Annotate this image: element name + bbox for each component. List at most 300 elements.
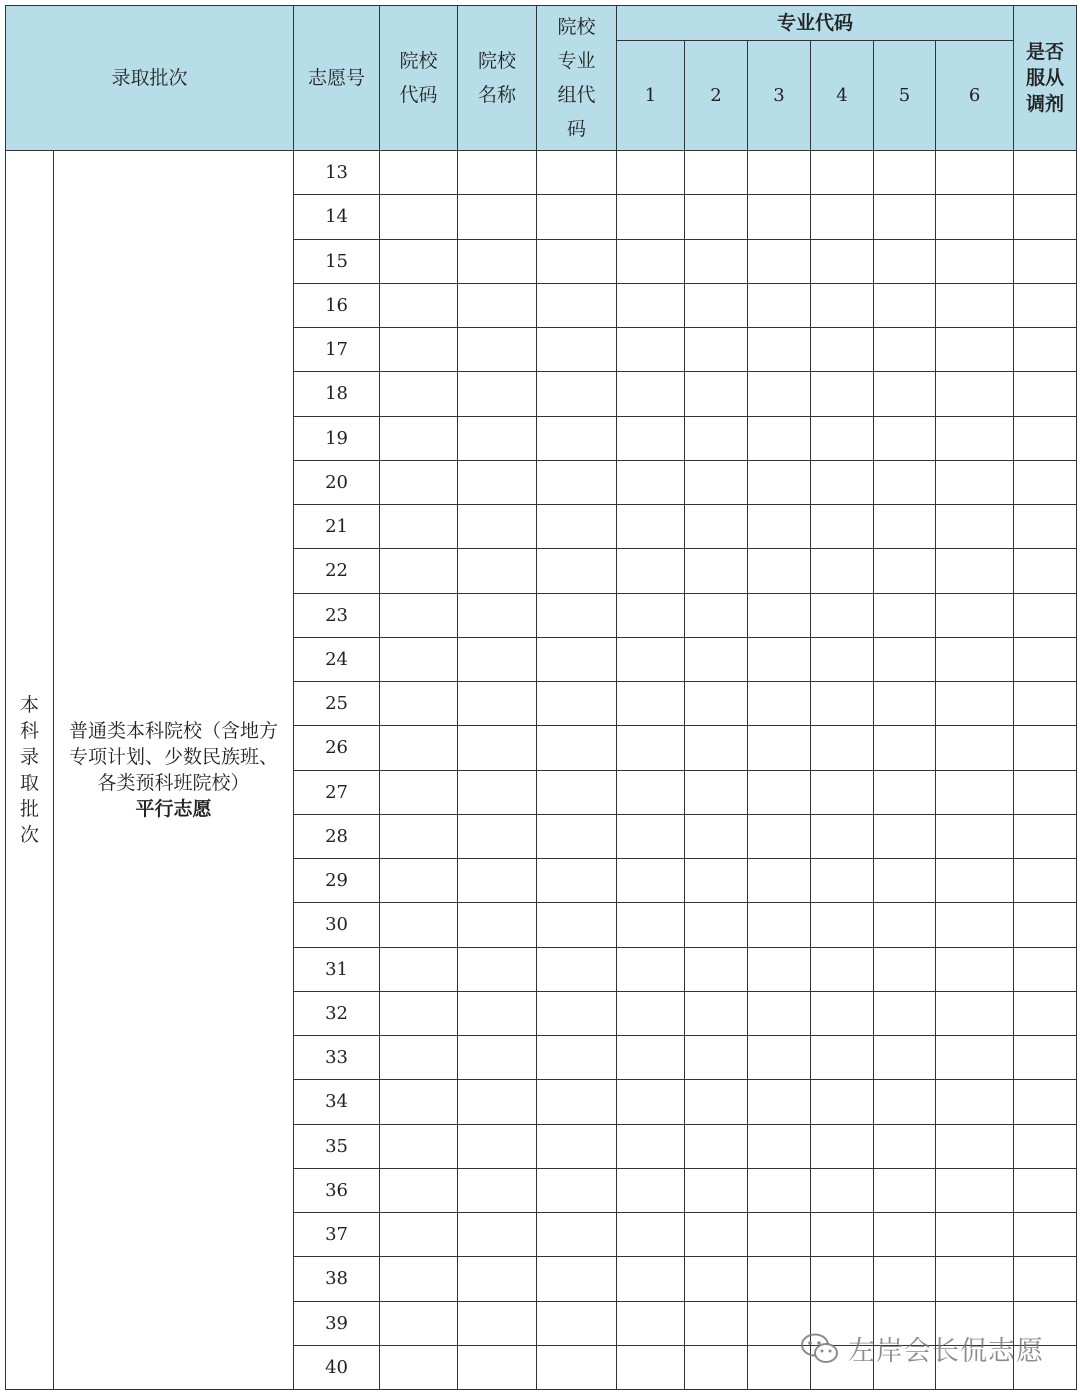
entry-cell[interactable] [874,549,936,593]
entry-cell[interactable] [811,1036,874,1080]
entry-cell[interactable] [1014,682,1077,726]
entry-cell[interactable] [537,1080,617,1124]
entry-cell[interactable] [936,416,1014,460]
entry-cell[interactable] [617,1301,685,1345]
entry-cell[interactable] [811,328,874,372]
entry-cell[interactable] [617,416,685,460]
entry-cell[interactable] [1014,505,1077,549]
entry-cell[interactable] [685,1345,748,1389]
entry-cell[interactable] [380,151,458,195]
entry-cell[interactable] [617,770,685,814]
entry-cell[interactable] [1014,1257,1077,1301]
entry-cell[interactable] [748,770,811,814]
entry-cell[interactable] [458,859,537,903]
entry-cell[interactable] [1014,637,1077,681]
entry-cell[interactable] [874,593,936,637]
entry-cell[interactable] [936,460,1014,504]
entry-cell[interactable] [748,1036,811,1080]
entry-cell[interactable] [537,1036,617,1080]
entry-cell[interactable] [936,1257,1014,1301]
wish-number: 39 [294,1301,380,1345]
entry-cell[interactable] [748,682,811,726]
entry-cell[interactable] [936,859,1014,903]
entry-cell[interactable] [685,593,748,637]
entry-cell[interactable] [458,1301,537,1345]
entry-cell[interactable] [617,283,685,327]
entry-cell[interactable] [1014,770,1077,814]
header-major-2: 2 [685,41,748,151]
entry-cell[interactable] [936,1036,1014,1080]
batch-label [6,151,54,1390]
entry-cell[interactable] [748,814,811,858]
entry-cell[interactable] [811,726,874,770]
entry-cell[interactable] [537,903,617,947]
entry-cell[interactable] [811,682,874,726]
entry-cell[interactable] [748,991,811,1035]
entry-cell[interactable] [617,460,685,504]
entry-cell[interactable] [617,947,685,991]
entry-cell[interactable] [685,1213,748,1257]
entry-cell[interactable] [537,593,617,637]
entry-cell[interactable] [1014,1036,1077,1080]
entry-cell[interactable] [936,593,1014,637]
entry-cell[interactable] [685,682,748,726]
entry-cell[interactable] [936,947,1014,991]
entry-cell[interactable] [380,195,458,239]
entry-cell[interactable] [874,947,936,991]
wechat-icon [800,1332,840,1366]
entry-cell[interactable] [1014,283,1077,327]
entry-cell[interactable] [617,1124,685,1168]
entry-cell[interactable] [458,328,537,372]
entry-cell[interactable] [874,1036,936,1080]
entry-cell[interactable] [537,195,617,239]
header-wish-no: 志愿号 [294,6,380,151]
entry-cell[interactable] [1014,947,1077,991]
batch-char: 本 [19,694,39,716]
wish-number: 20 [294,460,380,504]
entry-cell[interactable] [617,328,685,372]
entry-cell[interactable] [811,283,874,327]
category-text: 专项计划、少数民族班、 [69,746,279,768]
entry-cell[interactable] [748,1124,811,1168]
entry-cell[interactable] [685,859,748,903]
entry-cell[interactable] [936,770,1014,814]
entry-cell[interactable] [617,593,685,637]
entry-cell[interactable] [380,593,458,637]
entry-cell[interactable] [458,283,537,327]
entry-cell[interactable] [380,726,458,770]
entry-cell[interactable] [617,1036,685,1080]
entry-cell[interactable] [748,372,811,416]
entry-cell[interactable] [748,859,811,903]
entry-cell[interactable] [874,903,936,947]
entry-cell[interactable] [380,328,458,372]
entry-cell[interactable] [748,637,811,681]
entry-cell[interactable] [811,903,874,947]
entry-cell[interactable] [458,1036,537,1080]
entry-cell[interactable] [1014,549,1077,593]
entry-cell[interactable] [811,460,874,504]
entry-cell[interactable] [380,1345,458,1389]
entry-cell[interactable] [811,549,874,593]
entry-cell[interactable] [1014,372,1077,416]
entry-cell[interactable] [874,505,936,549]
entry-cell[interactable] [874,416,936,460]
entry-cell[interactable] [811,814,874,858]
entry-cell[interactable] [617,1168,685,1212]
entry-cell[interactable] [537,859,617,903]
entry-cell[interactable] [537,1257,617,1301]
entry-cell[interactable] [748,726,811,770]
entry-cell[interactable] [1014,991,1077,1035]
entry-cell[interactable] [685,903,748,947]
entry-cell[interactable] [685,372,748,416]
entry-cell[interactable] [537,1168,617,1212]
entry-cell[interactable] [874,1213,936,1257]
entry-cell[interactable] [685,1124,748,1168]
entry-cell[interactable] [811,1257,874,1301]
entry-cell[interactable] [380,283,458,327]
entry-cell[interactable] [537,814,617,858]
header-major-code: 专业代码 [617,6,1014,41]
entry-cell[interactable] [380,859,458,903]
entry-cell[interactable] [380,991,458,1035]
entry-cell[interactable] [936,283,1014,327]
header-major-5: 5 [874,41,936,151]
entry-cell[interactable] [380,903,458,947]
batch-char: 取 [19,772,39,794]
wish-number: 35 [294,1124,380,1168]
entry-cell[interactable] [874,151,936,195]
entry-cell[interactable] [458,682,537,726]
entry-cell[interactable] [1014,1168,1077,1212]
entry-cell[interactable] [811,991,874,1035]
entry-cell[interactable] [537,991,617,1035]
entry-cell[interactable] [458,549,537,593]
entry-cell[interactable] [748,1257,811,1301]
wish-number: 16 [294,283,380,327]
entry-cell[interactable] [458,726,537,770]
category-text: 各类预科班院校） [97,772,250,794]
entry-cell[interactable] [537,1213,617,1257]
wish-number: 25 [294,682,380,726]
entry-cell[interactable] [874,726,936,770]
header-batch: 录取批次 [6,6,294,151]
entry-cell[interactable] [685,1301,748,1345]
entry-cell[interactable] [936,151,1014,195]
entry-cell[interactable] [1014,328,1077,372]
entry-cell[interactable] [936,1124,1014,1168]
entry-cell[interactable] [685,239,748,283]
entry-cell[interactable] [617,372,685,416]
entry-cell[interactable] [936,814,1014,858]
wish-number: 30 [294,903,380,947]
entry-cell[interactable] [874,991,936,1035]
entry-cell[interactable] [811,505,874,549]
entry-cell[interactable] [811,372,874,416]
entry-cell[interactable] [874,239,936,283]
wish-number: 28 [294,814,380,858]
entry-cell[interactable] [811,416,874,460]
header-major-4: 4 [811,41,874,151]
entry-cell[interactable] [380,814,458,858]
entry-cell[interactable] [685,416,748,460]
entry-cell[interactable] [537,637,617,681]
entry-cell[interactable] [380,1257,458,1301]
entry-cell[interactable] [1014,726,1077,770]
entry-cell[interactable] [380,1168,458,1212]
entry-cell[interactable] [685,726,748,770]
entry-cell[interactable] [537,1301,617,1345]
header-school-name: 院校 名称 [458,6,537,151]
entry-cell[interactable] [458,1257,537,1301]
entry-cell[interactable] [537,283,617,327]
entry-cell[interactable] [811,1168,874,1212]
entry-cell[interactable] [380,770,458,814]
entry-cell[interactable] [380,947,458,991]
entry-cell[interactable] [685,549,748,593]
entry-cell[interactable] [685,770,748,814]
entry-cell[interactable] [537,328,617,372]
entry-cell[interactable] [537,726,617,770]
batch-char: 录 [19,746,39,768]
entry-cell[interactable] [458,814,537,858]
entry-cell[interactable] [458,505,537,549]
entry-cell[interactable] [874,372,936,416]
entry-cell[interactable] [936,1213,1014,1257]
entry-cell[interactable] [458,1168,537,1212]
entry-cell[interactable] [458,947,537,991]
entry-cell[interactable] [617,1257,685,1301]
entry-cell[interactable] [537,549,617,593]
entry-cell[interactable] [748,505,811,549]
entry-cell[interactable] [936,726,1014,770]
entry-cell[interactable] [811,859,874,903]
entry-cell[interactable] [1014,416,1077,460]
entry-cell[interactable] [874,859,936,903]
entry-cell[interactable] [458,460,537,504]
entry-cell[interactable] [537,770,617,814]
entry-cell[interactable] [537,1124,617,1168]
entry-cell[interactable] [936,637,1014,681]
entry-cell[interactable] [685,1257,748,1301]
entry-cell[interactable] [617,637,685,681]
entry-cell[interactable] [458,195,537,239]
entry-cell[interactable] [617,726,685,770]
entry-cell[interactable] [1014,195,1077,239]
entry-cell[interactable] [1014,1213,1077,1257]
entry-cell[interactable] [748,151,811,195]
entry-cell[interactable] [748,593,811,637]
entry-cell[interactable] [617,814,685,858]
entry-cell[interactable] [748,416,811,460]
entry-cell[interactable] [685,505,748,549]
entry-cell[interactable] [748,1168,811,1212]
entry-cell[interactable] [874,460,936,504]
entry-cell[interactable] [617,859,685,903]
batch-char: 次 [19,824,39,846]
entry-cell[interactable] [380,460,458,504]
entry-cell[interactable] [685,637,748,681]
entry-cell[interactable] [936,1080,1014,1124]
wish-number: 15 [294,239,380,283]
entry-cell[interactable] [811,239,874,283]
entry-cell[interactable] [617,195,685,239]
entry-cell[interactable] [748,460,811,504]
wish-number: 26 [294,726,380,770]
entry-cell[interactable] [380,1213,458,1257]
entry-cell[interactable] [1014,859,1077,903]
entry-cell[interactable] [380,1036,458,1080]
header-school-code: 院校 代码 [380,6,458,151]
entry-cell[interactable] [1014,903,1077,947]
entry-cell[interactable] [748,239,811,283]
entry-cell[interactable] [380,549,458,593]
entry-cell[interactable] [685,991,748,1035]
entry-cell[interactable] [537,505,617,549]
entry-cell[interactable] [1014,1080,1077,1124]
entry-cell[interactable] [537,947,617,991]
entry-cell[interactable] [617,991,685,1035]
entry-cell[interactable] [811,151,874,195]
entry-cell[interactable] [380,239,458,283]
entry-cell[interactable] [874,1257,936,1301]
entry-cell[interactable] [936,372,1014,416]
entry-cell[interactable] [685,1036,748,1080]
entry-cell[interactable] [811,947,874,991]
entry-cell[interactable] [458,770,537,814]
entry-cell[interactable] [1014,239,1077,283]
entry-cell[interactable] [748,947,811,991]
entry-cell[interactable] [458,1124,537,1168]
entry-cell[interactable] [936,903,1014,947]
entry-cell[interactable] [748,328,811,372]
entry-cell[interactable] [617,549,685,593]
entry-cell[interactable] [685,151,748,195]
entry-cell[interactable] [685,1168,748,1212]
entry-cell[interactable] [537,372,617,416]
entry-cell[interactable] [458,637,537,681]
entry-cell[interactable] [1014,593,1077,637]
entry-cell[interactable] [685,328,748,372]
entry-cell[interactable] [380,637,458,681]
entry-cell[interactable] [811,637,874,681]
entry-cell[interactable] [617,903,685,947]
entry-cell[interactable] [380,1080,458,1124]
entry-cell[interactable] [617,151,685,195]
category-text: 普通类本科院校（含地方 [69,720,279,742]
entry-cell[interactable] [874,637,936,681]
entry-cell[interactable] [458,1345,537,1389]
entry-cell[interactable] [380,1301,458,1345]
entry-cell[interactable] [617,1213,685,1257]
entry-cell[interactable] [874,1168,936,1212]
entry-cell[interactable] [811,770,874,814]
entry-cell[interactable] [380,682,458,726]
entry-cell[interactable] [748,549,811,593]
entry-cell[interactable] [380,1124,458,1168]
entry-cell[interactable] [748,1213,811,1257]
entry-cell[interactable] [458,991,537,1035]
entry-cell[interactable] [537,151,617,195]
entry-cell[interactable] [936,682,1014,726]
wish-number: 31 [294,947,380,991]
entry-cell[interactable] [458,903,537,947]
entry-cell[interactable] [380,372,458,416]
entry-cell[interactable] [874,770,936,814]
entry-cell[interactable] [537,1345,617,1389]
entry-cell[interactable] [537,682,617,726]
entry-cell[interactable] [617,682,685,726]
entry-cell[interactable] [537,416,617,460]
entry-cell[interactable] [685,283,748,327]
entry-cell[interactable] [617,1080,685,1124]
entry-cell[interactable] [380,416,458,460]
entry-cell[interactable] [936,239,1014,283]
entry-cell[interactable] [537,460,617,504]
entry-cell[interactable] [685,947,748,991]
entry-cell[interactable] [685,195,748,239]
entry-cell[interactable] [380,505,458,549]
entry-cell[interactable] [458,1080,537,1124]
entry-cell[interactable] [936,195,1014,239]
entry-cell[interactable] [458,372,537,416]
entry-cell[interactable] [936,1168,1014,1212]
entry-cell[interactable] [1014,460,1077,504]
entry-cell[interactable] [936,991,1014,1035]
entry-cell[interactable] [617,505,685,549]
entry-cell[interactable] [458,239,537,283]
entry-cell[interactable] [537,239,617,283]
entry-cell[interactable] [811,1213,874,1257]
entry-cell[interactable] [811,1080,874,1124]
entry-cell[interactable] [1014,814,1077,858]
entry-cell[interactable] [685,460,748,504]
entry-cell[interactable] [748,903,811,947]
wish-number: 36 [294,1168,380,1212]
entry-cell[interactable] [811,1124,874,1168]
entry-cell[interactable] [748,1080,811,1124]
entry-cell[interactable] [617,1345,685,1389]
entry-cell[interactable] [874,1080,936,1124]
entry-cell[interactable] [617,239,685,283]
entry-cell[interactable] [874,814,936,858]
entry-cell[interactable] [458,151,537,195]
entry-cell[interactable] [1014,151,1077,195]
entry-cell[interactable] [936,505,1014,549]
entry-cell[interactable] [458,416,537,460]
entry-cell[interactable] [685,814,748,858]
entry-cell[interactable] [874,328,936,372]
entry-cell[interactable] [874,283,936,327]
parallel-wish-label: 平行志愿 [135,798,212,820]
entry-cell[interactable] [1014,1124,1077,1168]
entry-cell[interactable] [685,1080,748,1124]
entry-cell[interactable] [874,195,936,239]
entry-cell[interactable] [458,1213,537,1257]
entry-cell[interactable] [748,283,811,327]
wish-number: 24 [294,637,380,681]
entry-cell[interactable] [874,682,936,726]
entry-cell[interactable] [811,195,874,239]
entry-cell[interactable] [936,328,1014,372]
entry-cell[interactable] [458,593,537,637]
entry-cell[interactable] [936,549,1014,593]
entry-cell[interactable] [748,195,811,239]
entry-cell[interactable] [811,593,874,637]
entry-cell[interactable] [874,1124,936,1168]
